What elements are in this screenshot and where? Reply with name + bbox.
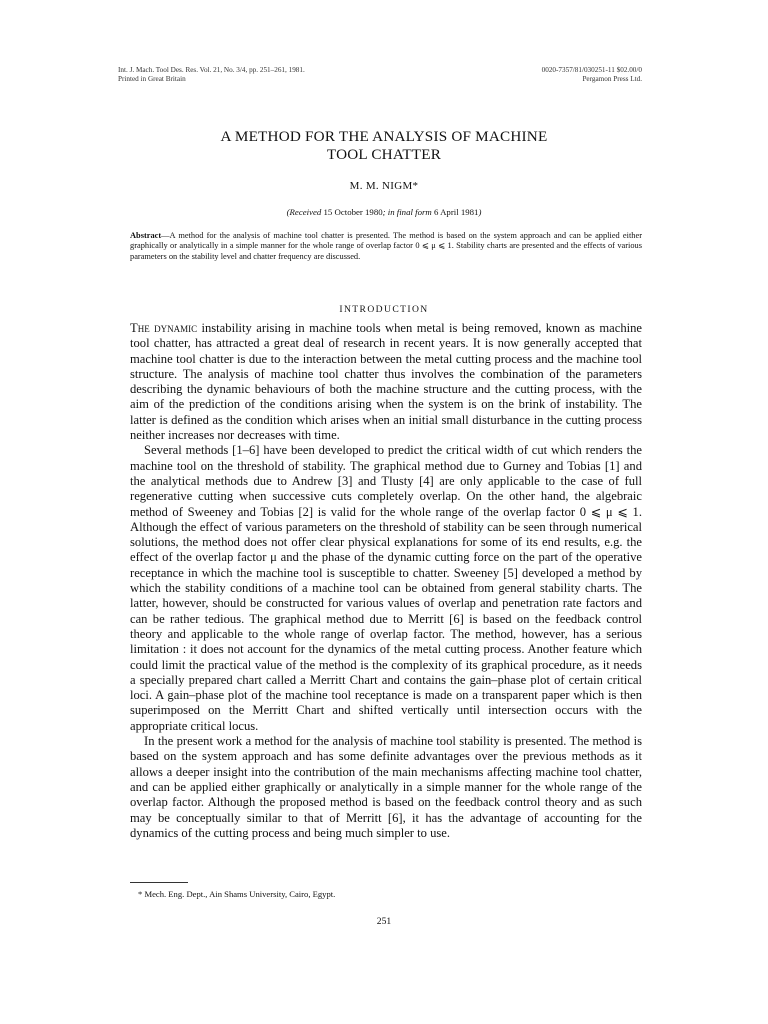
header-right [542,66,642,84]
abstract-label: Abstract [130,231,162,240]
received-dates [0,207,768,217]
author-name: M. M. NIGM* [349,180,419,192]
paragraph-1-text: instability arising in machine tools when metal is being removed, known as machine tool chatter, has attracted a great deal of research in recent years. It is now generally accepted that machine tool chatter is due to the interaction between the metal cutting process and the machine tool structure. The analysis of machine tool chatter thus involves the combination of the parameters describing the dynamic behaviours of both the machine structure and the cutting process, with the aim of the prediction of the conditions arising when the system is on the brink of instability. The latter is defined as the condition which arises when an initial small disturbance in the cutting process neither increases nor decreases with time. [130,321,643,443]
title-line-2: TOOL CHATTER [326,146,442,163]
section-heading-introduction: INTRODUCTION [339,304,429,315]
printed-in: Printed in Great Britain [118,75,186,83]
paragraph-2: Several methods [1–6] have been developed to predict the critical width of cut which renders the machine tool on the threshold of stability. The graphical method due to Gurney and Tobias [1] and the analytical methods due to Andrew [3] and Tlusty [4] are only applicable to the case of full regenerative cutting when successive cuts completely overlap. On the other hand, the algebraic method of Sweeney and Tobias [2] is valid for the whole range of the overlap factor 0 ⩽ μ ⩽ 1. Although the effect of various parameters on the threshold of stability can be seen through numerical solutions, the method does not offer clear physical explanations for some of its end results, e.g. the effect of the overlap factor μ and the phase of the dynamic cutting force on the part of the operative receptance in which the machine tool is susceptible to chatter. Sweeney [5] developed a method by which the stability conditions of a machine tool can be obtained from general stability charts. The latter, however, should be constructed for various values of overlap and penetration rate factors and can be rather tedious. The graphical method due to Merritt [6] is based on the feedback control theory and applicable to the whole range of overlap factor. The method, however, has a serious limitation : it does not account for the dynamics of the metal cutting process. Another feature which could limit the practical value of the method is the complexity of its graphical procedure, as it needs a specially prepared chart called a Merritt Chart and contains the gain–phase plot of certain critical loci. A gain–phase plot of the machine tool receptance is made on a transparent paper which is then superimposed on the Merritt Chart and shifted vertically until intersection occurs with the appropriate critical locus. [130,443,642,733]
publisher: Pergamon Press Ltd. [582,75,642,83]
received-open: (Received [286,207,322,217]
journal-citation: Int. J. Mach. Tool Des. Res. Vol. 21, No. 3/4, pp. 251–261, 1981. [118,66,305,74]
received-close: ) [478,207,482,217]
page-number: 251 [376,916,392,927]
title-line-1: A METHOD FOR THE ANALYSIS OF MACHINE [220,128,548,145]
issn-code: 0020-7357/81/030251-11 $02.00/0 [541,66,642,74]
header-left [118,66,305,84]
paragraph-1-lead: The dynamic [130,321,198,335]
introduction-body [130,321,642,841]
author-affiliation-footnote: * Mech. Eng. Dept., Ain Shams University, Cairo, Egypt. [138,889,336,899]
abstract [130,231,642,262]
paragraph-3: In the present work a method for the analysis of machine tool stability is presented. The method is based on the system approach and has some definite advantages over the previous methods as it allows a deeper insight into the contribution of the main mechanisms affecting machine tool chatter, and can be applied either graphically or analytically in a simple manner for the whole range of the overlap factor. Although the proposed method is based on the feedback control theory and as such may be conceptually similar to that of Merritt [6], it has the advantage of accounting for the dynamics of the cutting process and being much simpler to use. [130,734,642,840]
abstract-text: —A method for the analysis of machine tool chatter is presented. The method is based on the system approach and can be applied either graphically or analytically in a simple manner for the whole range of overlap factor 0 ⩽ μ ⩽ 1. Stability charts are presented and the effects of various parameters on the stability level and chatter frequency are discussed. [130,231,642,261]
final-form-date: 6 April 1981 [433,207,479,217]
received-date: 15 October 1980 [323,207,383,217]
received-mid: ; in final form [382,207,432,217]
footnote-divider [130,882,188,883]
paragraph-1 [130,321,642,443]
paper-title [130,128,638,164]
